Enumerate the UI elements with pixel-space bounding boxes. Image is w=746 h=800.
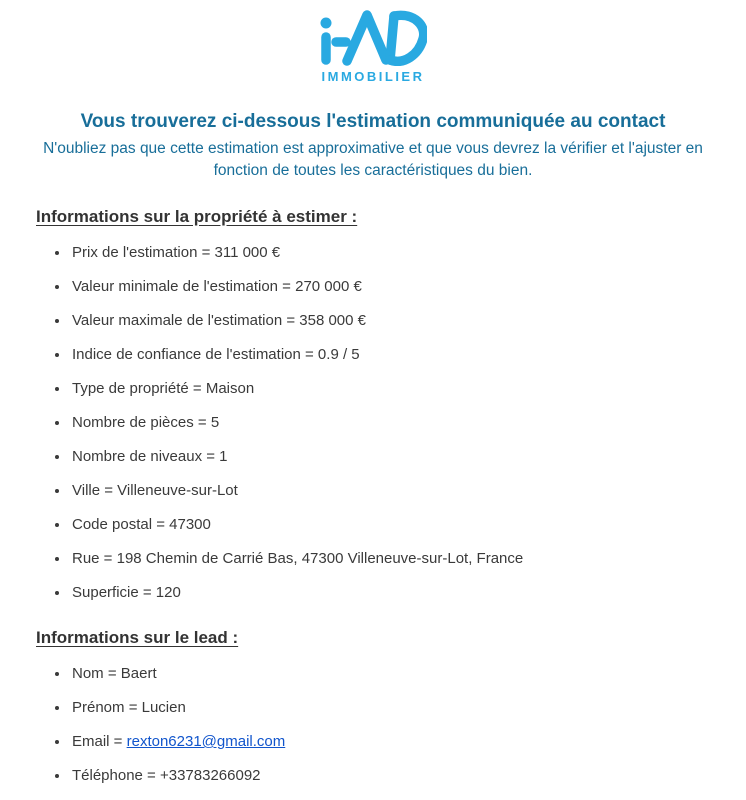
brand-logo [0, 10, 746, 84]
lead-item-phone: • Téléphone = +33783266092 [70, 766, 746, 786]
property-item-postal-code: • Code postal = 47300 [70, 515, 746, 535]
property-section-heading: Informations sur la propriété à estimer : [36, 207, 358, 226]
page-title: Vous trouverez ci-dessous l'estimation communiquée au contact [80, 111, 666, 132]
logo-subtext: IMMOBILIER [321, 69, 425, 84]
lead-info-list [36, 664, 746, 786]
email-link[interactable]: rexton6231@gmail.com [126, 733, 286, 750]
property-info-list [36, 243, 746, 603]
page-subtitle: N'oubliez pas que cette estimation est approximative et que vous devrez la vérifier et l'ajuster en fonction de toutes les caractéristiques du bien. [43, 140, 703, 179]
lead-item-email [70, 732, 746, 752]
lead-item-firstname: • Prénom = Lucien [70, 698, 746, 718]
lead-section-heading: Informations sur le lead : [36, 628, 239, 647]
property-item-confidence: • Indice de confiance de l'estimation = 0.9 / 5 [70, 345, 746, 365]
property-item-type: • Type de propriété = Maison [70, 379, 746, 399]
iad-logo-icon [319, 10, 427, 66]
property-item-street: • Rue = 198 Chemin de Carrié Bas, 47300 Villeneuve-sur-Lot, France [70, 549, 746, 569]
lead-item-lastname: • Nom = Baert [70, 664, 746, 684]
property-item-levels: • Nombre de niveaux = 1 [70, 447, 746, 467]
property-item-min-value: • Valeur minimale de l'estimation = 270 000 € [70, 277, 746, 297]
email-label: Email = [72, 733, 127, 750]
property-item-city: • Ville = Villeneuve-sur-Lot [70, 481, 746, 501]
property-item-surface: • Superficie = 120 [70, 583, 746, 603]
property-item-price: • Prix de l'estimation = 311 000 € [70, 243, 746, 263]
property-item-max-value: • Valeur maximale de l'estimation = 358 000 € [70, 311, 746, 331]
property-item-rooms: • Nombre de pièces = 5 [70, 413, 746, 433]
